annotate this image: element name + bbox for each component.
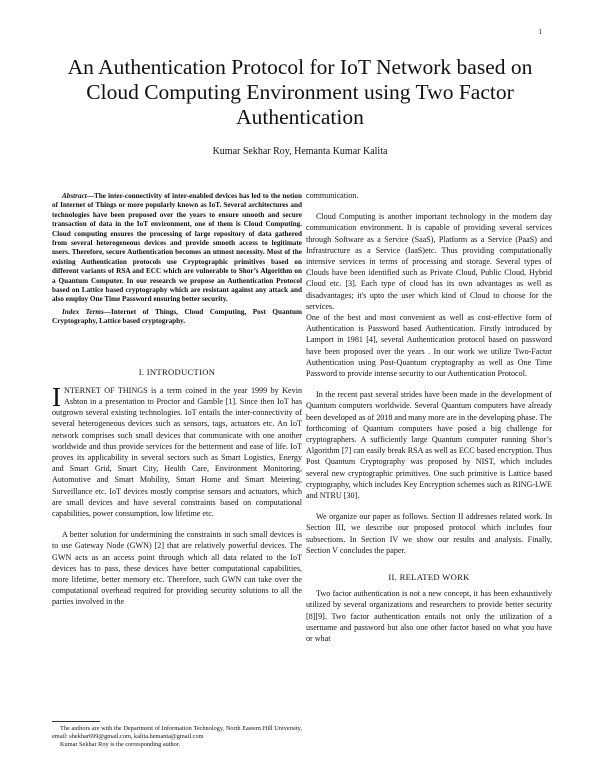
drop-cap: I [52,381,61,412]
author-list: Kumar Sekhar Roy, Hemanta Kumar Kalita [212,146,388,157]
related-work-paragraph-1: Two factor authentication is not a new concept, it has been exhaustively utilized by several organizations and researchers to provide better security [8][9]. Two factor authentication entails not only the utilization of a username and password but also one other factor based on what you have or what [306,589,552,643]
right-column [306,190,552,644]
abstract-label: Abstract [62,192,87,200]
intro-paragraph-1 [52,381,302,519]
section-heading-introduction: I. INTRODUCTION [138,366,216,377]
intro-paragraph-6: We organize our paper as follows. Section II addresses related work. In Section III, we describe our proposed protocol which includes four subsections. In Section IV we show our results and analysis. Finally, Section V concludes the paper. [306,512,552,555]
abstract [52,192,302,305]
index-terms-label: Index Terms [62,307,104,316]
footnote-rule [52,721,100,722]
intro-paragraph-1-text: NTERNET OF THINGS is a term coined in the year 1999 by Kevin Ashton in a presentation to Proctor and Gamble [1]. Since then IoT has outgrown several existing technologies. IoT entails the inter-connectivity of several heterogeneous devices such as sensors, tags, actuators etc. An IoT network comprises such small devices that communicate with one another worldwide and thus provide services for the betterment and ease of life. IoT proves its applicability in several sectors such as Smart Logistics, Energy and Smart Grid, Smart City, Health Care, Environment Monitoring, Automotive and Smart Mobility, Smart Home and Smart Metering, Surveillance etc. IoT devices mostly comprise sensors and actuators, which are small devices and have several constraints based on computational capabilities, power consumption, low lifetime etc. [52,385,302,518]
abstract-text: —The inter-connectivity of inter-enabled devices has led to the notion of Internet of Things or more popularly known as IoT. Several architectures and technologies have been proposed over the years to ensure smooth and secure transaction of data in the IoT environment, one of them is Cloud Computing. Cloud computing ensures the processing of large repository of data gathered from several heterogeneous devices and provide smooth access to legitimate users. Therefore, secure Authentication becomes an utmost necessity. Most of the existing Authentication protocols use Cryptographic primitives based on different variants of RSA and ECC which are vulnerable to Shor’s Algorithm on a Quantum Computer. In our research we propose an Authentication Protocol based on Lattice based cryptography which are resistant against any attack and also employ One Time Password ensuring better security. [52,192,302,304]
page-number: 1 [538,28,542,36]
intro-paragraph-2: A better solution for undermining the constraints in such small devices is to use Gateway Node (GWN) [2] that are relatively powerful devices. The GWN acts as an access point through which all data related to the IoT devices has to pass, these devices have better computational capabilities, more lifetime, better memory etc. Therefore, such GWN can take over the computational overhead required for providing security solutions to all the parties involved in the [52,530,302,607]
intro-paragraph-3: Cloud Computing is another important technology in the modern day communication environment. It is capable of providing several services through Software as a Service (SaaS), Platform as a Service (PaaS) and Infrastructure as a Service (IaaS)etc. Thus providing computationally intensive services in terms of processing and storage. Several types of Clouds have been identified such as Private Cloud, Public Cloud, Hybrid Cloud etc. [3]. Each type of cloud has its own advantages as well as disadvantages; it's upto the user which kind of Cloud to choose for the services. [306,212,552,311]
paper-title: An Authentication Protocol for IoT Network based on Cloud Computing Environment using Two Factor Authentication [67,55,533,129]
index-terms-text: —Internet of Things, Cloud Computing, Post Quantum Cryptography, Lattice based cryptography. [52,307,302,326]
intro-paragraph-5: In the recent past several strides have been made in the development of Quantum computers worldwide. Several Quantum computers have already been developed as of 2018 and many more are in the developing phase. The forthcoming of Quantum computers have posed a big challenge for cryptographers. A sufficiently large Quantum computer running Shor’s Algorithm [7] can easily break RSA as well as ECC based encryption. Thus Post Quantum Cryptography was proposed by NIST, which includes several new cryptographic primitives. One such primitive is Lattice based cryptography, which includes Key Encryption schemes such as RING-LWE and NTRU [30]. [306,390,552,501]
intro-paragraph-2-continued: communication. [306,191,359,200]
footnote [52,725,302,748]
footnote-corresponding: Kumar Sekhar Roy is the corresponding author. [60,740,181,748]
footnote-affiliation: The authors are with the Department of Information Technology, North Eastern Hill University, email: shekhar699@gmail.com, kalita.hemanta@gmail.com [52,725,302,740]
intro-paragraph-4: One of the best and most convenient as well as cost-effective form of Authentication is Password based Authentication. Firstly introduced by Lamport in 1981 [4], several Authentication protocol based on password have been proposed over the years . In our work we utilize Two-Factor Authentication using Post-Quantum cryptography as well as One Time Password to provide intense security to our Authentication Protocol. [306,313,552,379]
index-terms [52,308,302,327]
left-column [52,192,302,608]
section-heading-related-work: II. RELATED WORK [388,572,470,583]
